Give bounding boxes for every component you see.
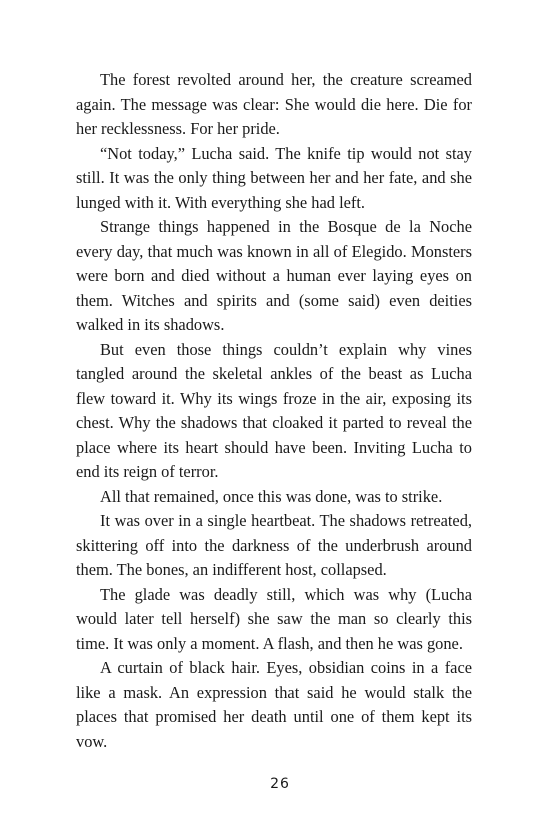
paragraph: But even those things couldn’t explain why vines tangled around the skeletal ankles of the beast as Lucha flew toward it. Why its wings froze in the air, exposing its chest. Why the shadows that cloaked it parted to reveal the place where its heart should have been. Inviting Lucha to end its reign of terror.: [76, 339, 472, 481]
paragraph: The glade was deadly still, which was why (Lucha would later tell herself) she saw the man so clearly this time. It was only a moment. A flash, and then he was gone.: [76, 584, 472, 653]
page-number: 26: [270, 776, 290, 792]
body-text: [76, 68, 472, 754]
paragraph: Strange things happened in the Bosque de la Noche every day, that much was known in all of Elegido. Monsters were born and died without a human ever laying eyes on them. Witches and spirits and (some said) even deities walked in its shadows.: [76, 217, 472, 334]
paragraph: It was over in a single heartbeat. The shadows retreated, skittering off into the darkness of the underbrush around them. The bones, an indifferent host, collapsed.: [76, 511, 472, 579]
paragraph: All that remained, once this was done, was to strike.: [100, 486, 443, 506]
paragraph: “Not today,” Lucha said. The knife tip would not stay still. It was the only thing between her and her fate, and she lunged with it. With everything she had left.: [76, 143, 472, 212]
paragraph: A curtain of black hair. Eyes, obsidian coins in a face like a mask. An expression that said he would stalk the places that promised her death until one of them kept its vow.: [76, 658, 472, 751]
paragraph: The forest revolted around her, the creature screamed again. The message was clear: She would die here. Die for her recklessness. For her pride.: [76, 70, 472, 138]
